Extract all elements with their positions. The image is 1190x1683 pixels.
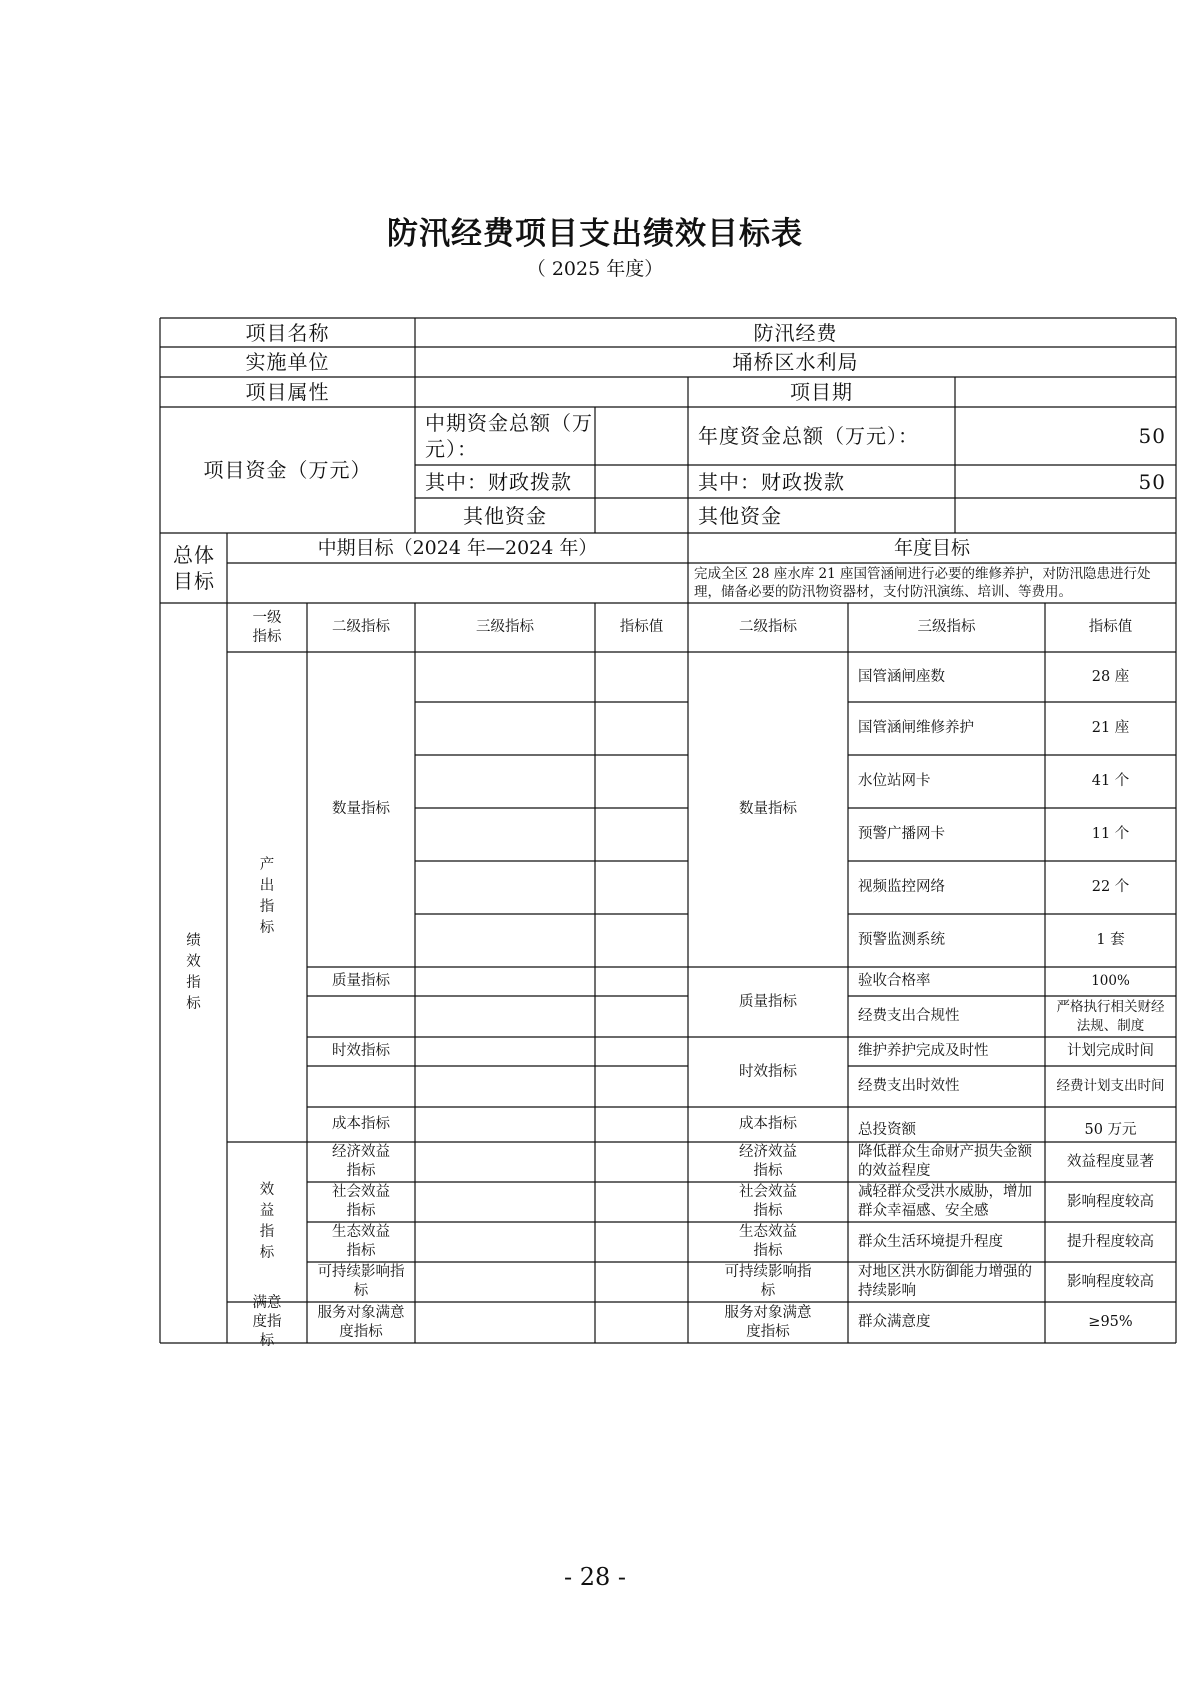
q5-name: 视频监控网络 (858, 879, 945, 896)
benefit-indicators-label: 效益指标 (259, 1181, 275, 1262)
annual-goal-label: 年度目标 (893, 536, 970, 559)
m1-value: ≥95% (1088, 1314, 1133, 1331)
mid-economic-label: 经济效益指标 (332, 1144, 390, 1179)
col-value-header: 指标值 (619, 619, 664, 636)
q2-name: 国管涵闸维修养护 (858, 720, 974, 737)
s1-value: 影响程度较高 (1067, 1193, 1154, 1210)
q6-name: 预警监测系统 (858, 932, 945, 949)
col-level2-header-annual: 二级指标 (739, 619, 797, 636)
annual-social-label: 社会效益指标 (739, 1184, 797, 1219)
mid-social-label: 社会效益指标 (332, 1184, 390, 1219)
annual-cost-label: 成本指标 (739, 1116, 797, 1133)
q5-value: 22 个 (1091, 879, 1130, 896)
t1-value: 计划完成时间 (1067, 1043, 1154, 1060)
mid-total-label: 中期资金总额（万元）： (425, 411, 593, 461)
e1-name: 降低群众生命财产损失金额的效益程度 (858, 1144, 1032, 1179)
ql1-value: 100% (1091, 973, 1130, 990)
mid-quality-label: 质量指标 (332, 973, 390, 990)
mid-ecological-label: 生态效益指标 (332, 1224, 390, 1259)
annual-service-satisfaction-label: 服务对象满意度指标 (724, 1304, 812, 1340)
q2-value: 21 座 (1091, 720, 1130, 737)
q4-value: 11 个 (1091, 826, 1130, 843)
q6-value: 1 套 (1096, 932, 1125, 949)
p1-value: 影响程度较高 (1067, 1273, 1154, 1290)
attribute-label: 项目属性 (245, 380, 330, 404)
ql2-name: 经费支出合规性 (858, 1008, 960, 1025)
output-indicators-label: 产出指标 (259, 856, 275, 937)
col-level2-header: 二级指标 (332, 619, 390, 636)
col-level1-header: 一级指标 (252, 609, 282, 645)
mid-fiscal-label: 其中：财政拨款 (425, 469, 572, 494)
section-label-wrap (160, 603, 227, 1343)
mid-quantity-label: 数量指标 (332, 801, 390, 818)
mid-goal-label: 中期目标（2024 年—2024 年） (317, 536, 598, 559)
t2-name: 经费支出时效性 (858, 1078, 960, 1095)
mid-timeliness-label: 时效指标 (332, 1043, 390, 1060)
g1-value: 提升程度较高 (1067, 1233, 1154, 1250)
annual-economic-label: 经济效益指标 (739, 1144, 797, 1179)
annual-other-label: 其他资金 (698, 503, 782, 528)
col-value-header-annual: 指标值 (1088, 619, 1133, 636)
mid-other-label: 其他资金 (463, 503, 547, 528)
project-name-value: 防汛经费 (753, 320, 838, 345)
page-subtitle: （ 2025 年度） (526, 258, 664, 280)
annual-total-value: 50 (1138, 424, 1166, 448)
mid-sustainable-label: 可持续影响指标 (317, 1264, 405, 1299)
q1-value: 28 座 (1091, 668, 1130, 685)
impl-unit-value: 埇桥区水利局 (732, 350, 859, 374)
impl-unit-label: 实施单位 (245, 350, 330, 374)
satisfaction-indicators-label: 满意度指标 (252, 1295, 282, 1349)
annual-ecological-label: 生态效益指标 (739, 1224, 797, 1259)
q4-name: 预警广播网卡 (858, 826, 945, 843)
period-label: 项目期 (790, 380, 853, 404)
g1-name: 群众生活环境提升程度 (858, 1233, 1003, 1250)
page-number: - 28 - (563, 1563, 626, 1591)
t2-value: 经费计划支出时间 (1056, 1078, 1165, 1095)
mid-cost-label: 成本指标 (332, 1116, 390, 1133)
t1-name: 维护养护完成及时性 (858, 1043, 989, 1060)
ql2-value: 严格执行相关财经法规、制度 (1056, 999, 1165, 1034)
annual-fiscal-label: 其中：财政拨款 (698, 469, 845, 494)
annual-sustainable-label: 可持续影响指标 (724, 1264, 812, 1299)
col-level3-header: 三级指标 (476, 619, 534, 636)
mid-service-satisfaction-label: 服务对象满意度指标 (317, 1304, 405, 1340)
c1-name: 总投资额 (858, 1122, 916, 1139)
m1-name: 群众满意度 (858, 1314, 931, 1331)
goals-label: 总体目标 (173, 543, 215, 593)
s1-name: 减轻群众受洪水威胁，增加群众幸福感、安全感 (858, 1184, 1032, 1219)
annual-timeliness-label: 时效指标 (739, 1063, 797, 1080)
col-level3-header-annual: 三级指标 (917, 619, 976, 636)
p1-name: 对地区洪水防御能力增强的持续影响 (858, 1264, 1032, 1299)
ql1-name: 验收合格率 (858, 973, 931, 990)
output-label-wrap (227, 652, 307, 1142)
e1-value: 效益程度显著 (1067, 1153, 1154, 1170)
page-title: 防汛经费项目支出绩效目标表 (387, 216, 803, 252)
fund-label: 项目资金（万元） (203, 458, 372, 482)
c1-value: 50 万元 (1084, 1122, 1137, 1139)
benefit-label-wrap (227, 1142, 307, 1302)
project-name-label: 项目名称 (245, 320, 330, 345)
q3-value: 41 个 (1091, 773, 1130, 790)
annual-quality-label: 质量指标 (739, 993, 797, 1010)
q3-name: 水位站网卡 (858, 773, 931, 790)
annual-quantity-label: 数量指标 (739, 801, 797, 818)
annual-total-label: 年度资金总额（万元）： (698, 424, 919, 448)
annual-goal-text: 完成全区 28 座水库 21 座国管涵闸进行必要的维修养护，对防汛隐患进行处理，储备必要的防汛物资器材，支付防汛演练、培训、等费用。 (694, 565, 1151, 600)
q1-name: 国管涵闸座数 (858, 668, 945, 685)
performance-indicators-label: 绩效指标 (186, 932, 201, 1013)
annual-fiscal-value: 50 (1138, 469, 1166, 494)
